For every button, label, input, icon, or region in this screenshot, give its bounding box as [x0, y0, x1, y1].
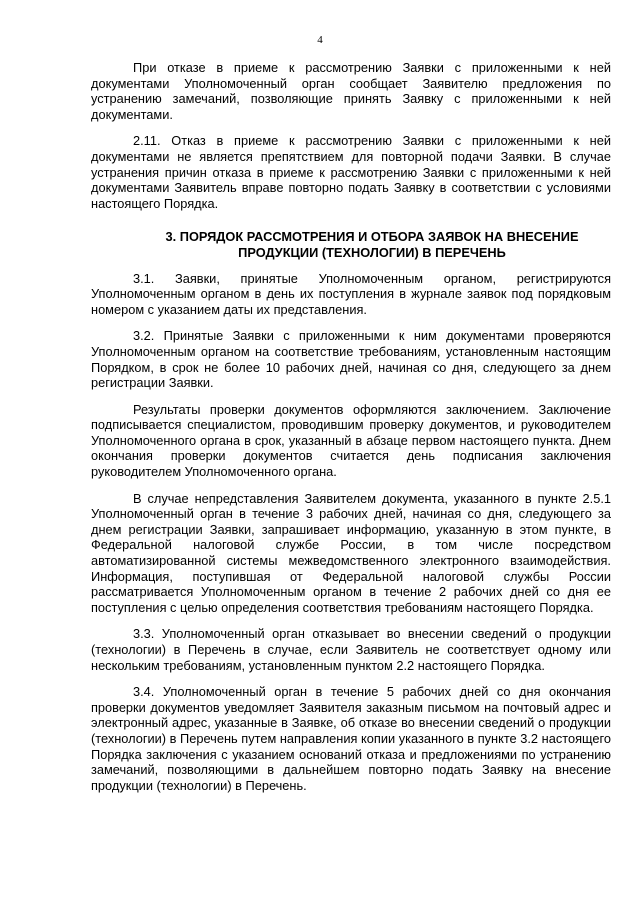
paragraph-2-11: 2.11. Отказ в приеме к рассмотрению Заявки с приложенными к ней документами не является препятствием для повторной подачи Заявки. В случае устранения причин отказа в приеме к рассмотрению Заявки с приложенными к ней документами Заявитель вправе повторно подать Заявку в соответствии с условиями настоящего Порядка. [91, 133, 611, 211]
paragraph-3-2: 3.2. Принятые Заявки с приложенными к ним документами проверяются Уполномоченным органом на соответствие требованиям, установленным настоящим Порядком, в срок не более 10 рабочих дней, начиная со дня, следующего за днем регистрации Заявки. [91, 328, 611, 391]
document-body [91, 60, 611, 804]
paragraph-3-3: 3.3. Уполномоченный орган отказывает во внесении сведений о продукции (технологии) в Перечень в случае, если Заявитель не соответствует одному или нескольким требованиям, установленным пунктом 2.2 настоящего Порядка. [91, 626, 611, 673]
paragraph-check-results: Результаты проверки документов оформляются заключением. Заключение подписывается специалистом, проводившим проверку документов, и руководителем Уполномоченного органа в срок, указанный в абзаце первом настоящего пункта. Днем окончания проверки документов считается день подписания заключения руководителем Уполномоченного органа. [91, 401, 611, 480]
paragraph-3-1: 3.1. Заявки, принятые Уполномоченным органом, регистрируются Уполномоченным органом в день их поступления в журнале заявок под порядковым номером с указанием даты их представления. [91, 270, 611, 317]
section-heading-3: 3. ПОРЯДОК РАССМОТРЕНИЯ И ОТБОРА ЗАЯВОК НА ВНЕСЕНИЕ ПРОДУКЦИИ (ТЕХНОЛОГИИ) В ПЕРЕЧЕНЬ [165, 229, 579, 260]
paragraph-non-submission: В случае непредставления Заявителем документа, указанного в пункте 2.5.1 Уполномоченный орган в течение 3 рабочих дней, начиная со дня, следующего за днем регистрации Заявки, запрашивает информацию, указанную в этом пункте, в Федеральной налоговой службе России, в том числе посредством автоматизированной системы межведомственного электронного взаимодействия. Информация, поступившая от Федеральной налоговой службы России рассматривается Уполномоченным органом в течение 2 рабочих дней со дня ее поступления с целью определения соответствия требованиям настоящего Порядка. [91, 490, 611, 615]
page-number: 4 [317, 34, 323, 46]
paragraph-refusal-proposals: При отказе в приеме к рассмотрению Заявки с приложенными к ней документами Уполномоченный орган сообщает Заявителю предложения по устранению замечаний, позволяющие принять Заявку с приложенными к ней документами. [91, 60, 611, 122]
paragraph-3-4: 3.4. Уполномоченный орган в течение 5 рабочих дней со дня окончания проверки документов уведомляет Заявителя заказным письмом на почтовый адрес и электронный адрес, указанные в Заявке, об отказе во внесении сведений о продукции (технологии) в Перечень путем направления копии указанного в пункте 3.2 настоящего Порядка заключения с указанием оснований отказа и предложениями по устранению замечаний, позволяющими в дальнейшем повторно подать Заявку на внесение продукции (технологии) в Перечень. [91, 684, 611, 793]
